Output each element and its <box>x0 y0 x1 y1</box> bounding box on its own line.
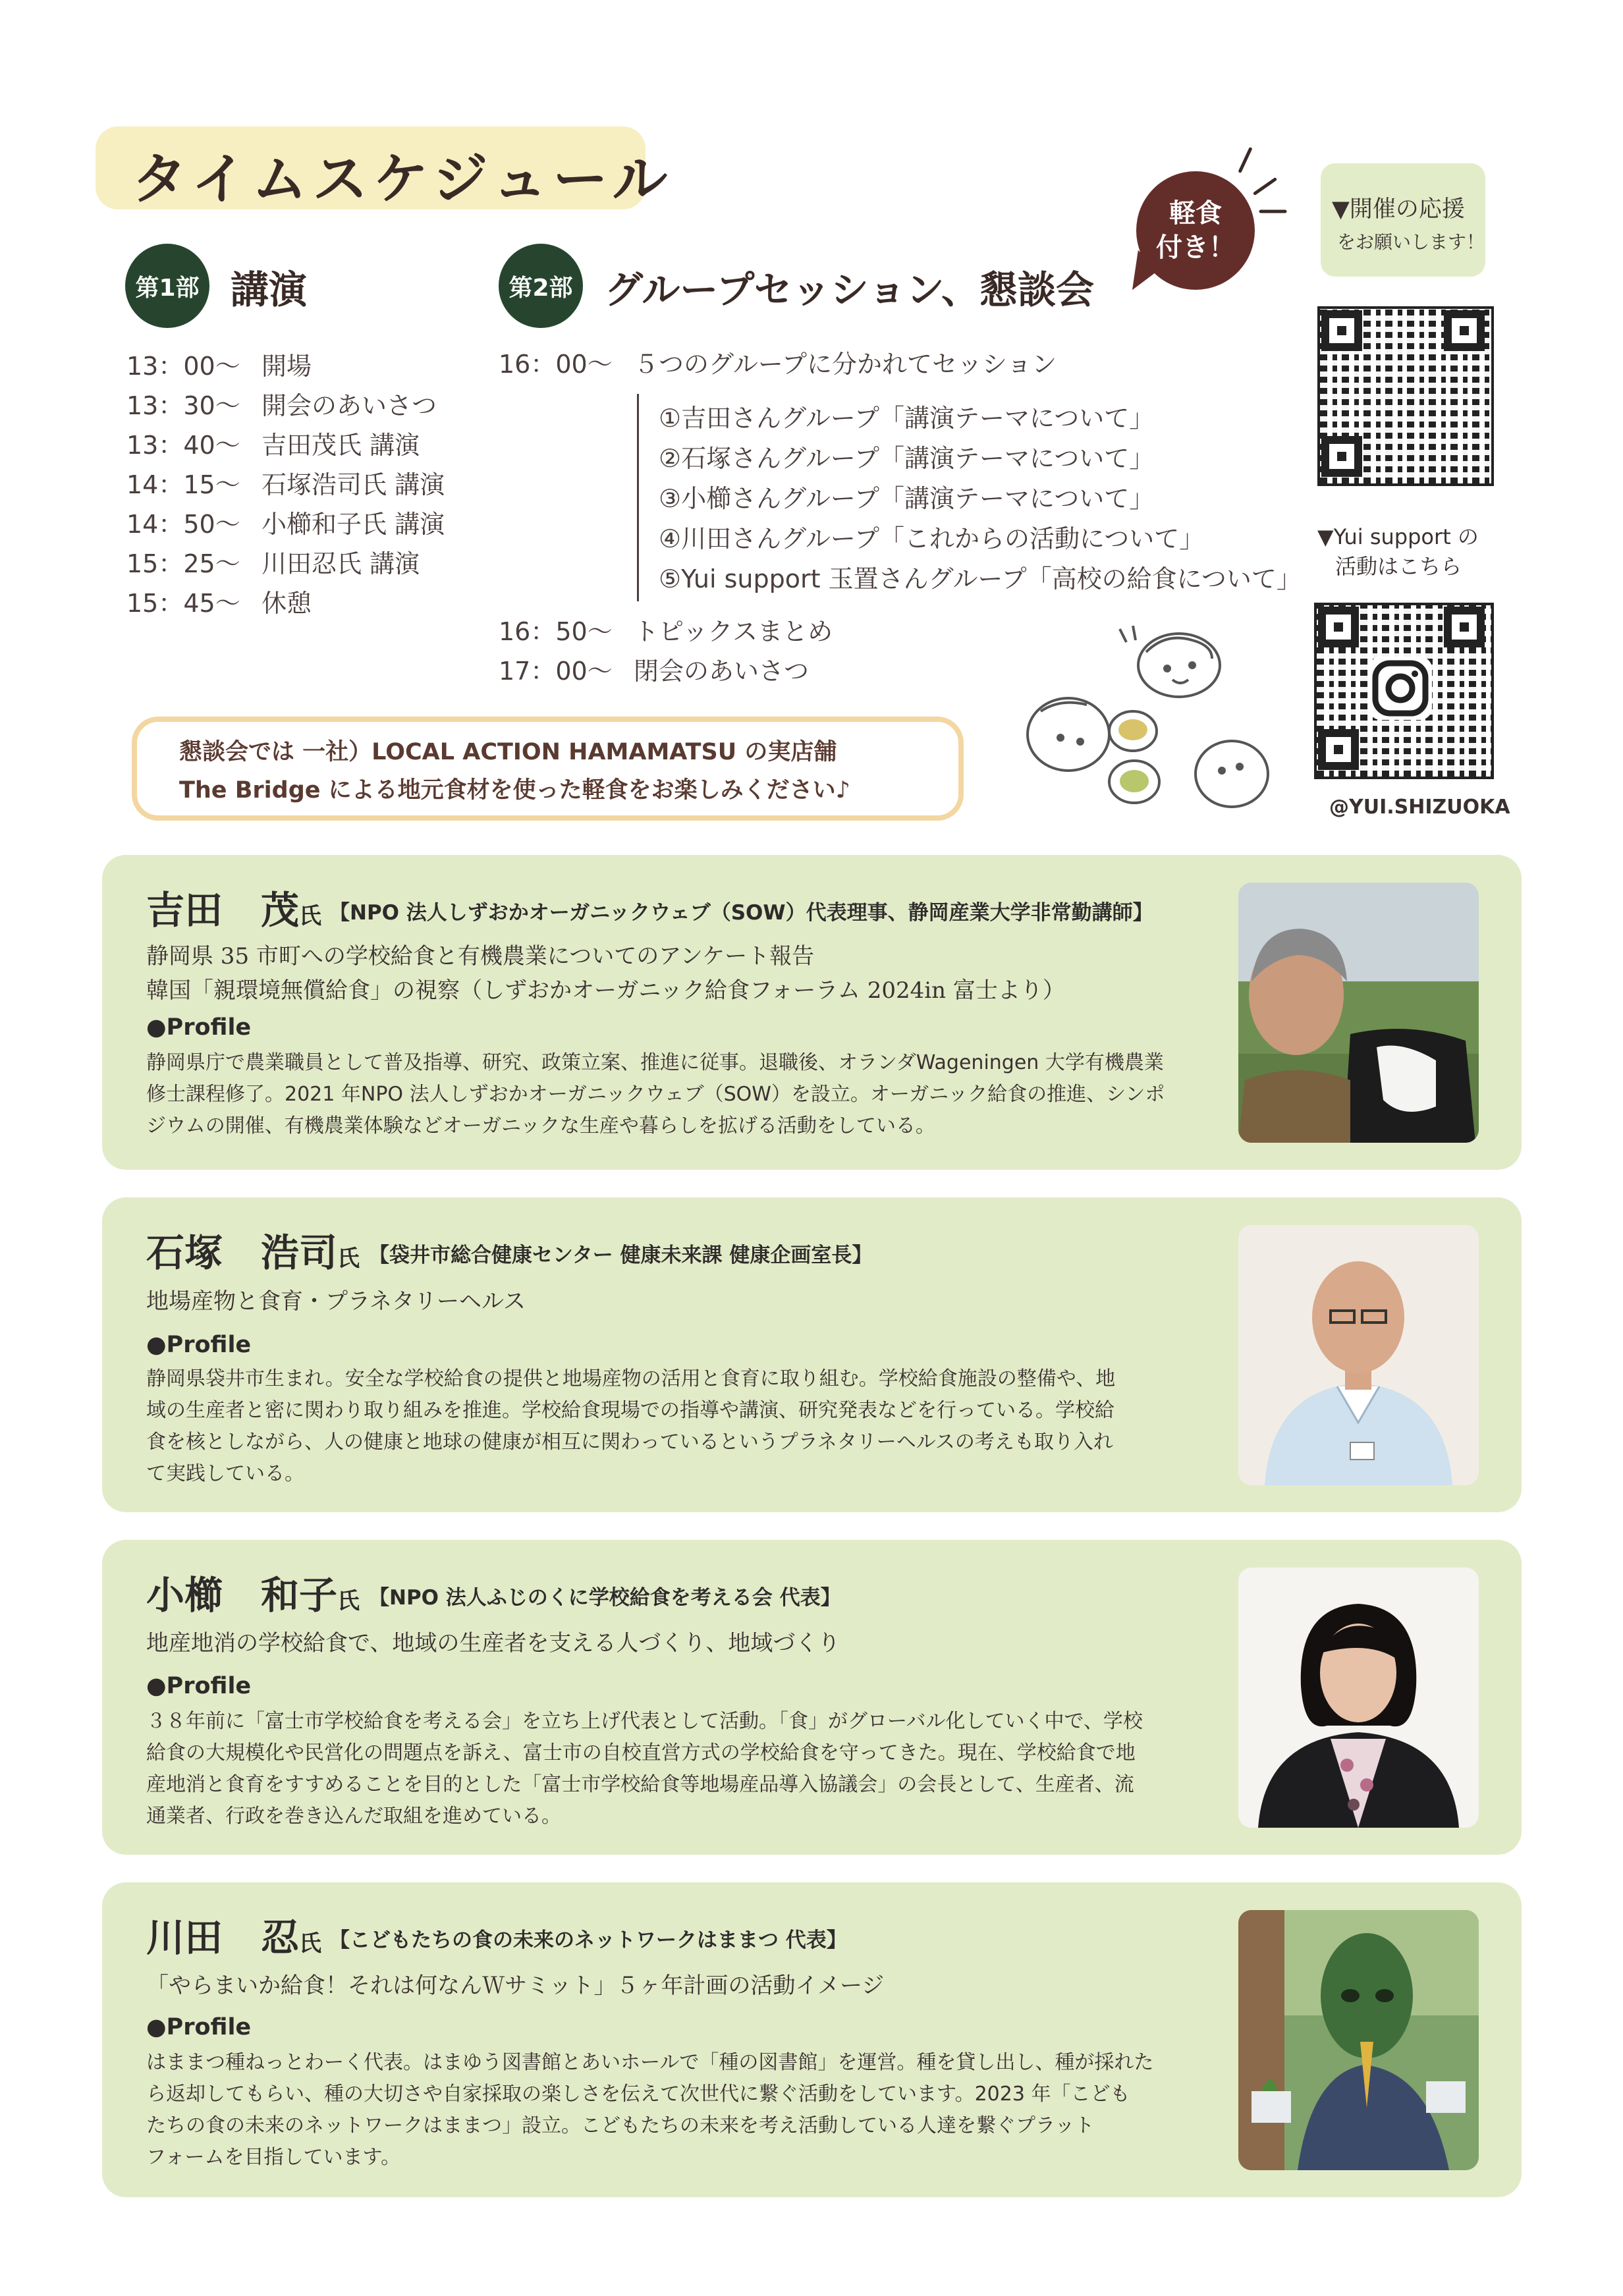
support-line2: をお願いします！ <box>1337 231 1485 253</box>
schedule-event: 川田忍氏 講演 <box>261 549 420 578</box>
speaker-name-text: 石塚 浩司 <box>146 1230 338 1275</box>
speaker-role: 【NPO 法人ふじのくに学校給食を考える会 代表】 <box>369 1586 841 1610</box>
profile-label: ●Profile <box>146 1014 252 1041</box>
schedule-row <box>126 584 445 623</box>
schedule-event: 開会のあいさつ <box>261 391 437 420</box>
people-eating-illustration <box>1014 626 1291 817</box>
meal-badge-line2: 付き！ <box>1156 232 1235 263</box>
profile-line: 域の生産者と密に関わり取り組みを推進。学校給食現場での指導や講演、研究発表などを行っている。学校給 <box>146 1399 1114 1422</box>
schedule-time: 13：00～ <box>126 352 240 381</box>
speaker-topic: 「やらまいか給食！それは何なんＷサミット」５ヶ年計画の活動イメージ <box>146 1973 885 1999</box>
speaker-role: 【こどもたちの食の未来のネットワークはままつ 代表】 <box>329 1928 847 1952</box>
instagram-handle: @YUI.SHIZUOKA <box>1329 796 1510 819</box>
speaker-photo-kogushi <box>1238 1568 1479 1828</box>
schedule-event: 休憩 <box>261 589 312 618</box>
schedule-time: 17：00～ <box>499 657 613 686</box>
schedule-event: 開場 <box>261 352 312 381</box>
speaker-name <box>146 1564 360 1620</box>
schedule-time: 14：15～ <box>126 470 240 499</box>
schedule-row <box>499 651 833 691</box>
qr-finder-icon <box>1318 729 1359 770</box>
yui-caption-line2: 活動はこちら <box>1335 554 1462 579</box>
spark-mark <box>1259 210 1287 213</box>
schedule-row <box>126 346 445 386</box>
speaker-photo-kawada <box>1238 1910 1479 2170</box>
profile-line: ら返却してもらい、種の大切さや自家採取の楽しさを伝えて次世代に繋ぐ活動をしています。2023 年「こども <box>146 2083 1130 2106</box>
profile-line: 産地消と食育をすすめることを目的とした「富士市学校給食等地場産品導入協議会」の会長として、生産者、流 <box>146 1773 1134 1796</box>
speaker-honorific: 氏 <box>337 1245 360 1272</box>
schedule-event: 吉田茂氏 講演 <box>261 431 420 460</box>
qr-finder-icon <box>1318 607 1359 647</box>
profile-label: ●Profile <box>146 1332 252 1358</box>
profile-text <box>146 1047 1213 1142</box>
speaker-name <box>146 879 321 935</box>
schedule-time: 16：00～ <box>499 350 613 379</box>
profile-text <box>146 2047 1213 2173</box>
part1-badge: 第1部 <box>125 244 209 328</box>
profile-text <box>146 1363 1213 1490</box>
note-line1: 懇談会では 一社）LOCAL ACTION HAMAMATSU の実店舗 <box>179 739 837 765</box>
part1-schedule <box>126 346 445 623</box>
profile-line: 食を核としながら、人の健康と地球の健康が相互に関わっているというプラネタリーヘルスの考えも取り入れ <box>146 1431 1113 1454</box>
speaker-role: 【袋井市総合健康センター 健康未来課 健康企画室長】 <box>369 1244 873 1267</box>
note-line2: The Bridge による地元食材を使った軽食をお楽しみください♪ <box>179 777 851 804</box>
speaker-role: 【NPO 法人しずおかオーガニックウェブ（SOW）代表理事、静岡産業大学非常勤講師】 <box>329 901 1153 925</box>
speaker-name <box>146 1907 321 1962</box>
part2-after <box>499 612 833 691</box>
profile-line: 給食の大規模化や民営化の問題点を訴え、富士市の自校直営方式の学校給食を守ってきた。現在、学校給食で地 <box>146 1741 1136 1764</box>
profile-line: ３８年前に「富士市学校給食を考える会」を立ち上げ代表として活動。「食」がグローバル化していく中で、学校 <box>146 1710 1143 1733</box>
speaker-topic: 地場産物と食育・プラネタリーヘルス <box>146 1288 526 1315</box>
speaker-honorific: 氏 <box>299 1930 322 1957</box>
note-box <box>132 717 964 821</box>
profile-label: ●Profile <box>146 2014 252 2040</box>
part2-badge: 第2部 <box>499 244 583 328</box>
schedule-time: 13：40～ <box>126 431 240 460</box>
profile-line: はままつ種ねっとわーく代表。はまゆう図書館とあいホールで「種の図書館」を運営。種を貸し出し、種が採れた <box>146 2051 1154 2074</box>
part1-title: 講演 <box>231 267 308 312</box>
speaker-honorific: 氏 <box>299 903 322 929</box>
schedule-time: 15：45～ <box>126 589 240 618</box>
schedule-event: 石塚浩司氏 講演 <box>261 470 445 499</box>
meal-badge <box>1136 171 1255 290</box>
qr-finder-icon <box>1444 607 1485 647</box>
profile-line: たちの食の未来のネットワークはままつ」設立。こどもたちの未来を考え活動している人達を繋ぐプラット <box>146 2114 1095 2137</box>
group-list <box>659 398 1302 599</box>
speaker-topic: 地産地消の学校給食で、地域の生産者を支える人づくり、地域づくり <box>146 1630 840 1656</box>
group-item: ⑤Yui support 玉置さんグループ「高校の給食について」 <box>659 564 1302 593</box>
speaker-topic: 静岡県 35 市町への学校給食と有機農業についてのアンケート報告 <box>146 943 815 970</box>
group-item: ①吉田さんグループ「講演テーマについて」 <box>659 404 1155 433</box>
schedule-time: 15：25～ <box>126 549 240 578</box>
speaker-name-text: 川田 忍 <box>146 1915 300 1960</box>
qr-finder-icon <box>1321 310 1362 351</box>
profile-text <box>146 1706 1213 1832</box>
schedule-row <box>499 612 833 651</box>
instagram-icon <box>1369 657 1432 720</box>
support-line1: ▼開催の応援 <box>1332 196 1465 223</box>
schedule-time: 14：50～ <box>126 510 240 539</box>
schedule-row <box>126 465 445 505</box>
spark-mark <box>1253 177 1277 196</box>
speaker-name <box>146 1222 360 1277</box>
profile-line: ジウムの開催、有機農業体験などオーガニックな生産や暮らしを拡げる活動をしている。 <box>146 1114 935 1137</box>
qr-finder-icon <box>1444 310 1485 351</box>
schedule-row <box>126 425 445 465</box>
profile-label: ●Profile <box>146 1673 252 1699</box>
schedule-event: 小櫛和子氏 講演 <box>261 510 445 539</box>
speaker-photo-yoshida <box>1238 883 1479 1143</box>
schedule-event: トピックスまとめ <box>634 617 833 646</box>
meal-badge-line1: 軽食 <box>1169 198 1222 229</box>
speaker-name-text: 吉田 茂 <box>146 888 300 933</box>
profile-line: フォームを目指しています。 <box>146 2146 401 2169</box>
schedule-event: ５つのグループに分かれてセッション <box>634 350 1057 379</box>
profile-line: て実践している。 <box>146 1462 304 1485</box>
profile-line: 修士課程修了。2021 年NPO 法人しずおかオーガニックウェブ（SOW）を設立。オーガニック給食の推進、シンポ <box>146 1083 1165 1106</box>
group-item: ④川田さんグループ「これからの活動について」 <box>659 524 1205 553</box>
group-item: ②石塚さんグループ「講演テーマについて」 <box>659 444 1155 473</box>
spark-mark <box>1238 147 1252 173</box>
profile-line: 静岡県庁で農業職員として普及指導、研究、政策立案、推進に従事。退職後、オランダWageningen 大学有機農業 <box>146 1051 1164 1074</box>
schedule-time: 13：30～ <box>126 391 240 420</box>
qr-finder-icon <box>1321 436 1362 477</box>
group-item: ③小櫛さんグループ「講演テーマについて」 <box>659 484 1155 513</box>
speaker-honorific: 氏 <box>337 1588 360 1614</box>
part2-first-row <box>499 344 1057 384</box>
speaker-photo-ishizuka <box>1238 1225 1479 1485</box>
speaker-topic: 韓国「親環境無償給食」の視察（しずおかオーガニック給食フォーラム 2024in 富士より） <box>146 977 1065 1004</box>
schedule-event: 閉会のあいさつ <box>634 657 810 686</box>
page-title: タイムスケジュール <box>132 147 673 211</box>
profile-line: 静岡県袋井市生まれ。安全な学校給食の提供と地場産物の活用と食育に取り組む。学校給食施設の整備や、地 <box>146 1367 1116 1390</box>
group-bracket-line <box>637 394 639 601</box>
profile-line: 通業者、行政を巻き込んだ取組を進めている。 <box>146 1805 561 1828</box>
schedule-row <box>126 505 445 544</box>
part2-title: グループセッション、懇談会 <box>605 267 1094 312</box>
schedule-row <box>126 386 445 425</box>
speaker-name-text: 小櫛 和子 <box>146 1573 338 1618</box>
yui-caption-line1: ▼Yui support の <box>1317 524 1479 549</box>
schedule-row <box>126 544 445 584</box>
schedule-time: 16：50～ <box>499 617 613 646</box>
